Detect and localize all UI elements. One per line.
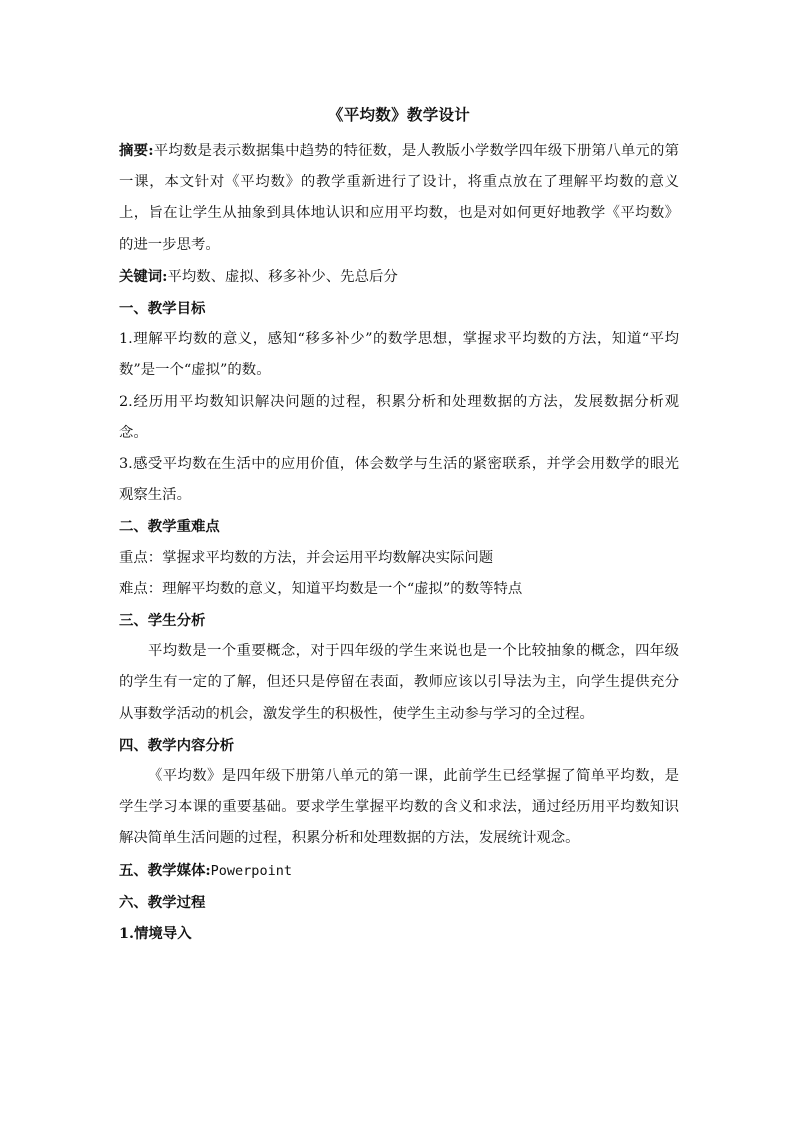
teaching-media — [119, 855, 679, 887]
teaching-media-value: Powerpoint — [210, 862, 292, 879]
section-heading-key-points: 二、教学重难点 — [119, 518, 220, 536]
section-heading-objectives: 一、教学目标 — [119, 300, 206, 318]
difficult-point: 难点：理解平均数的意义，知道平均数是一个“虚拟”的数等特点 — [119, 580, 523, 597]
section-heading-media: 五、教学媒体: — [119, 861, 211, 879]
document-title: 《平均数》教学设计 — [327, 105, 471, 124]
content-analysis-text: 《平均数》是四年级下册第八单元的第一课，此前学生已经掌握了简单平均数，是学生学习本课的重要基础。要求学生掌握平均数的含义和求法，通过经历用平均数知识解决简单生活问题的过程，积累分析和处理数据的方法，发展统计观念。 — [119, 768, 679, 847]
abstract-text: 平均数是表示数据集中趋势的特征数，是人教版小学数学四年级下册第八单元的第一课，本文针对《平均数》的教学重新进行了设计，将重点放在了理解平均数的意义上，旨在让学生从抽象到具体地认识和应用平均数，也是对如何更好地教学《平均数》的进一步思考。 — [119, 143, 679, 253]
objective-item-3: 3.感受平均数在生活中的应用价值，体会数学与生活的紧密联系，并学会用数学的眼光观察生活。 — [119, 456, 679, 504]
keywords-label: 关键词: — [119, 267, 168, 285]
subsection-heading-intro: 1.情境导入 — [119, 925, 192, 943]
section-heading-content-analysis: 四、教学内容分析 — [119, 736, 235, 754]
document-body — [119, 104, 679, 949]
key-point: 重点：掌握求平均数的方法，并会运用平均数解决实际问题 — [119, 549, 494, 566]
keywords-text: 平均数、虚拟、移多补少、先总后分 — [167, 268, 398, 285]
keywords — [119, 261, 679, 293]
section-heading-process: 六、教学过程 — [119, 893, 206, 911]
objective-item-2: 2.经历用平均数知识解决问题的过程，积累分析和处理数据的方法，发展数据分析观念。 — [119, 393, 679, 441]
student-analysis-text: 平均数是一个重要概念，对于四年级的学生来说也是一个比较抽象的概念，四年级的学生有一定的了解，但还只是停留在表面，教师应该以引导法为主，向学生提供充分从事数学活动的机会，激发学生的积极性，使学生主动参与学习的全过程。 — [119, 643, 679, 722]
section-heading-student-analysis: 三、学生分析 — [119, 612, 206, 630]
abstract-label: 摘要: — [119, 142, 154, 159]
abstract — [119, 135, 679, 261]
objective-item-1: 1.理解平均数的意义，感知“移多补少”的数学思想，掌握求平均数的方法，知道“平均数”是一个“虚拟”的数。 — [119, 331, 679, 379]
